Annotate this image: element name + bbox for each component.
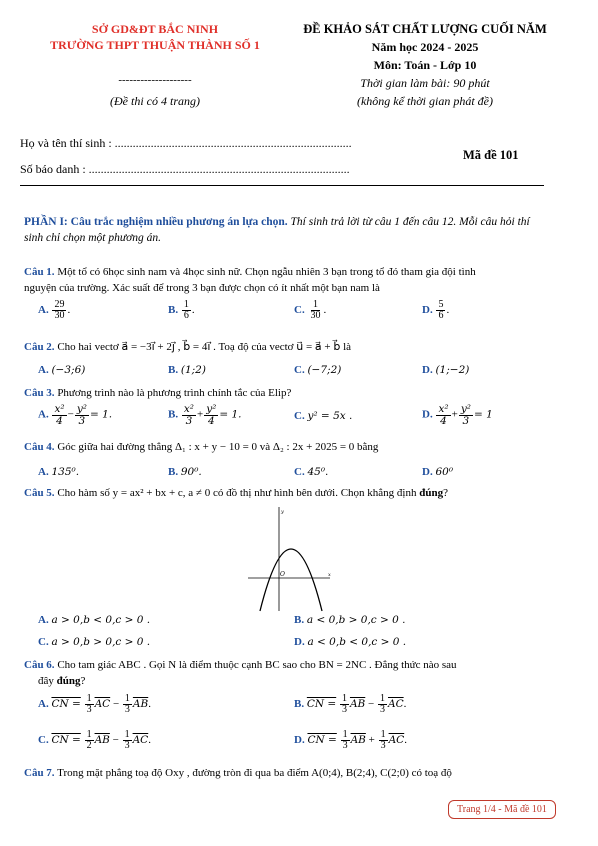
vector: $\overline{AB}$ xyxy=(132,698,149,711)
q4-option-b[interactable] xyxy=(168,466,202,478)
denominator: 3 xyxy=(185,414,193,427)
denominator: 3 xyxy=(462,414,470,427)
question-7 xyxy=(24,767,452,779)
fraction xyxy=(340,694,349,715)
option-letter: A. xyxy=(38,408,49,421)
numerator: 1 xyxy=(124,729,130,740)
option-letter: C. xyxy=(294,410,305,422)
option-letter: A. xyxy=(38,304,49,317)
option-value: a > 0,b < 0,c > 0 . xyxy=(51,614,151,626)
graph-y-label: y xyxy=(281,509,284,515)
question-4 xyxy=(24,441,378,453)
q6-option-b[interactable] xyxy=(294,694,406,715)
q4-option-d[interactable] xyxy=(422,466,453,478)
page-indicator: Trang 1/4 - Mã đề 101 xyxy=(448,800,556,819)
numerator: 1 xyxy=(86,693,92,704)
operator: + xyxy=(368,734,375,747)
q3-option-d[interactable] xyxy=(422,404,493,426)
operator: − xyxy=(112,734,119,747)
option-letter: D. xyxy=(294,734,305,747)
denominator: 3 xyxy=(341,704,347,715)
time-note: (không kể thời gian phát đề) xyxy=(356,94,494,108)
option-value: 135⁰. xyxy=(51,466,80,478)
q3-text: Phương trình nào là phương trình chính tắc của Elip? xyxy=(57,387,292,399)
vector: $\overline{AC}$ xyxy=(132,734,149,747)
part1-instruction2: sinh chỉ chọn một phương án. xyxy=(24,232,161,244)
option-value: y² = 5x . xyxy=(307,410,353,422)
operator: + xyxy=(196,408,204,421)
numerator: y² xyxy=(76,403,87,415)
q5-option-c[interactable] xyxy=(38,636,150,648)
option-letter: A. xyxy=(38,614,49,626)
option-letter: B. xyxy=(168,304,179,317)
option-tail: = 1. xyxy=(89,408,113,421)
fraction xyxy=(75,404,89,426)
denominator: 3 xyxy=(342,740,348,751)
option-tail: = 1 xyxy=(473,408,493,421)
numerator: x² xyxy=(438,403,449,415)
option-tail: . xyxy=(148,734,151,747)
q5-tail: ? xyxy=(443,487,448,499)
option-letter: C. xyxy=(294,364,305,376)
fraction xyxy=(85,730,94,751)
fraction xyxy=(308,300,322,321)
denominator: 3 xyxy=(124,704,130,715)
q3-option-b[interactable] xyxy=(168,404,242,426)
graph-origin-label: O xyxy=(280,571,285,578)
numerator: 1 xyxy=(341,693,347,704)
q1-label: Câu 1. xyxy=(24,266,55,278)
q4-option-a[interactable] xyxy=(38,466,79,478)
operator: + xyxy=(451,408,458,421)
numerator: 1 xyxy=(380,729,386,740)
q6-text: Cho tam giác ABC . Gọi N là điểm thuộc cạnh BC sao cho BN = 2NC . Đẳng thức nào sau xyxy=(57,659,457,671)
fraction xyxy=(123,694,132,715)
denominator: 6 xyxy=(438,310,444,321)
option-tail: = 1. xyxy=(219,408,242,421)
vector-lhs: CN = xyxy=(306,698,337,711)
option-value: a < 0,b > 0,c > 0 . xyxy=(306,614,406,626)
option-tail: . xyxy=(67,304,71,317)
numerator: x² xyxy=(54,403,65,415)
exam-code: Mã đề 101 xyxy=(463,148,519,162)
numerator: 1 xyxy=(86,729,92,740)
option-value: 45⁰. xyxy=(307,466,329,478)
option-letter: D. xyxy=(294,636,305,648)
numerator: 1 xyxy=(183,299,189,310)
vector-lhs: CN = xyxy=(51,698,81,711)
option-letter: B. xyxy=(168,364,179,376)
q4-text: Góc giữa hai đường thẳng Δ₁ : x + y − 10 = 0 và Δ₂ : 2x + 2025 = 0 bằng xyxy=(57,441,379,453)
q5-option-b[interactable] xyxy=(294,614,406,626)
option-letter: C. xyxy=(38,734,49,747)
question-5 xyxy=(24,487,448,499)
numerator: 1 xyxy=(312,299,318,310)
q5-emphasis: đúng xyxy=(419,487,444,499)
option-letter: C. xyxy=(294,304,305,317)
q6-text2: đây xyxy=(38,675,54,687)
operator: − xyxy=(67,408,74,421)
q4-option-c[interactable] xyxy=(294,466,328,478)
option-letter: A. xyxy=(38,364,49,376)
numerator: 29 xyxy=(54,299,65,310)
q2-text: Cho hai vectơ a⃗ = −3i⃗ + 2j⃗ , b⃗ = 4i⃗ . Toạ độ của vectơ u⃗ = a⃗ + b⃗ là xyxy=(57,341,352,353)
fraction xyxy=(52,404,66,426)
school-year: Năm học 2024 - 2025 xyxy=(371,40,479,54)
q6-emphasis: đúng xyxy=(56,675,81,687)
numerator: 1 xyxy=(379,693,385,704)
q6-label: Câu 6. xyxy=(24,659,55,671)
vector: $\overline{AB}$ xyxy=(350,734,366,747)
q2-option-a[interactable] xyxy=(38,364,85,376)
pages-note: (Đề thi có 4 trang) xyxy=(110,94,200,108)
denominator: 3 xyxy=(86,704,92,715)
exam-title: ĐỀ KHẢO SÁT CHẤT LƯỢNG CUỐI NĂM xyxy=(303,22,547,36)
student-id-field: Số báo danh : ....................................................................................... xyxy=(20,162,350,176)
numerator: y² xyxy=(206,403,217,415)
header-divider xyxy=(20,185,544,186)
option-value: (−7;2) xyxy=(307,364,342,376)
vector: $\overline{AB}$ xyxy=(94,734,110,747)
q6-text2-line xyxy=(38,675,85,687)
option-letter: D. xyxy=(422,364,433,376)
option-letter: A. xyxy=(38,698,49,711)
parabola-graph xyxy=(246,505,332,613)
department-name: SỞ GD&ĐT BẮC NINH xyxy=(91,22,219,36)
fraction xyxy=(341,730,350,751)
option-letter: C. xyxy=(38,636,49,648)
option-letter: B. xyxy=(168,408,179,421)
q6-option-a[interactable] xyxy=(38,694,151,715)
option-letter: D. xyxy=(422,466,433,478)
q7-text: Trong mặt phẳng toạ độ Oxy , đường tròn đi qua ba điểm A(0;4), B(2;4), C(2;0) có toạ độ xyxy=(57,767,452,779)
question-6 xyxy=(24,659,457,671)
option-value: 60⁰ xyxy=(435,466,454,478)
parabola-curve xyxy=(260,549,322,611)
denominator: 4 xyxy=(207,414,215,427)
denominator: 3 xyxy=(124,740,130,751)
fraction xyxy=(379,730,388,751)
numerator: 1 xyxy=(124,693,130,704)
option-tail: . xyxy=(404,734,407,747)
option-value: (−3;6) xyxy=(51,364,86,376)
student-name-field: Họ và tên thí sinh : ............................................................................... xyxy=(20,136,352,150)
denominator: 3 xyxy=(78,414,86,427)
q1-text2: nguyện của trường. Xác suất để trong 3 bạn được chọn có ít nhất một bạn nam là xyxy=(24,282,380,294)
denominator: 4 xyxy=(440,414,447,427)
q1-option-d[interactable] xyxy=(422,300,449,321)
numerator: 1 xyxy=(342,729,348,740)
denominator: 4 xyxy=(56,414,63,427)
vector-lhs: CN = xyxy=(51,734,81,747)
q3-option-c[interactable] xyxy=(294,410,352,422)
denominator: 2 xyxy=(86,740,92,751)
school-name: TRƯỜNG THPT THUẬN THÀNH SỐ 1 xyxy=(50,38,260,52)
numerator: x² xyxy=(183,403,194,415)
fraction xyxy=(123,730,132,751)
q5-text: Cho hàm số y = ax² + bx + c, a ≠ 0 có đồ thị như hình bên dưới. Chọn khẳng định xyxy=(57,487,417,499)
option-letter: D. xyxy=(422,408,433,421)
numerator: 5 xyxy=(438,299,444,310)
option-letter: B. xyxy=(294,614,305,626)
q5-option-a[interactable] xyxy=(38,614,150,626)
vector: $\overline{AB}$ xyxy=(349,698,366,711)
vector: $\overline{AC}$ xyxy=(388,734,405,747)
part1-instruction: Thí sinh trả lời từ câu 1 đến câu 12. Mỗi câu hỏi thí xyxy=(290,216,530,228)
q3-option-a[interactable] xyxy=(38,404,112,426)
option-letter: B. xyxy=(294,698,305,711)
option-value: (1;2) xyxy=(180,364,206,376)
fraction xyxy=(378,694,387,715)
q5-option-d[interactable] xyxy=(294,636,406,648)
option-tail: . xyxy=(403,698,407,711)
question-1 xyxy=(24,266,476,278)
option-value: a < 0,b < 0,c > 0 . xyxy=(307,636,407,648)
fraction xyxy=(459,404,473,426)
q7-label: Câu 7. xyxy=(24,767,55,779)
q6-option-c[interactable] xyxy=(38,730,151,751)
fraction xyxy=(204,404,218,426)
option-letter: C. xyxy=(294,466,305,478)
denominator: 6 xyxy=(183,310,189,321)
operator: − xyxy=(112,698,120,711)
graph-x-label: x xyxy=(328,572,331,578)
option-value: (1;−2) xyxy=(435,364,470,376)
q6-option-d[interactable] xyxy=(294,730,407,751)
option-tail: . xyxy=(191,304,195,317)
option-tail: . xyxy=(446,304,450,317)
q3-label: Câu 3. xyxy=(24,387,55,399)
option-value: a > 0,b > 0,c > 0 . xyxy=(51,636,151,648)
part1-title: PHẦN I: Câu trắc nghiệm nhiều phương án lựa chọn. xyxy=(24,216,288,228)
q6-tail: ? xyxy=(80,675,86,687)
subject: Môn: Toán - Lớp 10 xyxy=(373,58,477,72)
question-3 xyxy=(24,387,291,399)
denominator: 3 xyxy=(380,740,386,751)
option-value: 90⁰. xyxy=(180,466,202,478)
vector: $\overline{AC}$ xyxy=(94,698,111,711)
denominator: 30 xyxy=(310,310,321,321)
fraction xyxy=(85,694,94,715)
option-tail: . xyxy=(323,304,327,317)
vector-lhs: CN = xyxy=(307,734,337,747)
q1-text: Một tổ có 6học sinh nam và 4học sinh nữ. Chọn ngẫu nhiên 3 bạn trong tổ đó tham gia đội tình xyxy=(57,266,476,278)
denominator: 3 xyxy=(379,704,385,715)
fraction xyxy=(52,300,66,321)
q1-option-c[interactable] xyxy=(294,300,326,321)
q1-option-a[interactable] xyxy=(38,300,70,321)
fraction xyxy=(436,404,450,426)
operator: − xyxy=(368,698,375,711)
q5-label: Câu 5. xyxy=(24,487,55,499)
q2-label: Câu 2. xyxy=(24,341,55,353)
fraction xyxy=(436,300,445,321)
exam-time: Thời gian làm bài: 90 phút xyxy=(360,76,490,90)
option-letter: A. xyxy=(38,466,49,478)
denominator: 30 xyxy=(54,310,65,321)
numerator: y² xyxy=(460,403,471,415)
header-dashes: -------------------- xyxy=(118,74,192,86)
option-letter: D. xyxy=(422,304,433,317)
q1-option-b[interactable] xyxy=(168,300,195,321)
q2-option-b[interactable] xyxy=(168,364,206,376)
q4-label: Câu 4. xyxy=(24,441,55,453)
vector: $\overline{AC}$ xyxy=(387,698,404,711)
option-tail: . xyxy=(148,698,151,711)
q2-option-d[interactable] xyxy=(422,364,469,376)
part1-heading xyxy=(24,216,530,228)
fraction xyxy=(182,404,196,426)
fraction xyxy=(182,300,191,321)
question-2 xyxy=(24,340,351,353)
q2-option-c[interactable] xyxy=(294,364,341,376)
option-letter: B. xyxy=(168,466,179,478)
